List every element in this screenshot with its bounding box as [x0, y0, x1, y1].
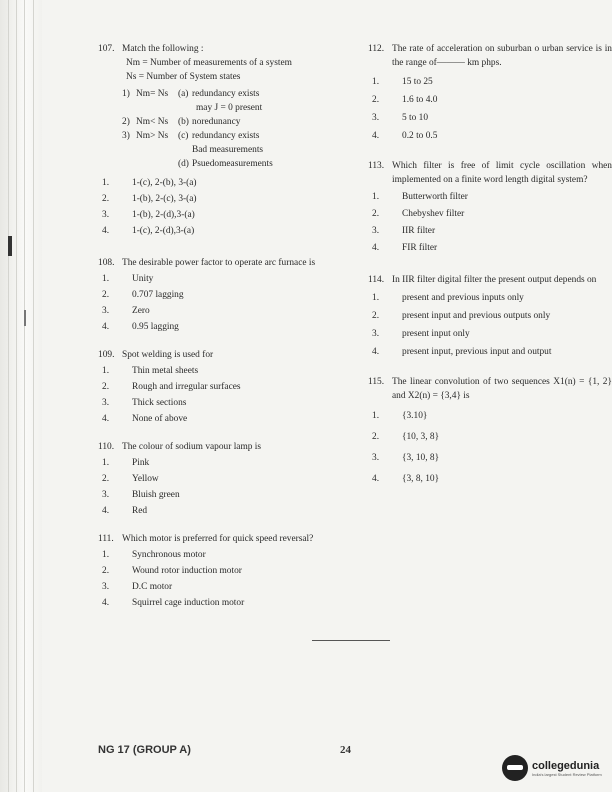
option	[368, 190, 612, 204]
match-letter	[178, 143, 192, 157]
option-text: Bluish green	[132, 490, 180, 500]
option	[98, 176, 348, 190]
question-112	[368, 42, 612, 143]
option-text: Synchronous motor	[132, 550, 206, 560]
match-letter: (a)	[178, 89, 189, 99]
option-text: Thin metal sheets	[132, 366, 199, 376]
question-text: The rate of acceleration on suburban o urban service is in the range of——— km phps.	[392, 44, 612, 68]
option-number: 2.	[102, 382, 110, 392]
option-text: Rough and irregular surfaces	[132, 382, 241, 392]
option	[98, 548, 348, 562]
option-text: FIR filter	[402, 243, 438, 253]
option-text: 15 to 25	[402, 77, 433, 87]
section-end-rule	[312, 640, 390, 641]
match-num: 2)	[122, 117, 130, 127]
option	[368, 472, 612, 486]
question-text: In IIR filter digital filter the present output depends on	[392, 275, 597, 285]
question-text: Which motor is preferred for quick speed reversal?	[122, 534, 314, 544]
option	[368, 129, 612, 143]
question-text: Which filter is free of limit cycle oscillation when implemented on a finite word length digital system?	[392, 161, 612, 185]
match-num: 1)	[122, 89, 130, 99]
option-number: 3.	[102, 398, 110, 408]
question-text: Spot welding is used for	[122, 350, 214, 360]
option	[368, 327, 612, 341]
option-text: 1.6 to 4.0	[402, 95, 438, 105]
option	[98, 304, 348, 318]
option-number: 3.	[372, 329, 380, 339]
match-row	[98, 87, 348, 101]
option-text: Chebyshev filter	[402, 209, 465, 219]
option-number: 1.	[102, 366, 110, 376]
option	[368, 224, 612, 238]
option-text: Squirrel cage induction motor	[132, 598, 245, 608]
option	[368, 111, 612, 125]
match-row	[98, 115, 348, 129]
question-114	[368, 273, 612, 359]
match-left: Nm< Ns	[136, 117, 169, 127]
option-text: 1-(b), 2-(d),3-(a)	[132, 210, 195, 220]
option	[98, 504, 348, 518]
question-text: The colour of sodium vapour lamp is	[122, 442, 262, 452]
option-number: 3.	[102, 582, 110, 592]
option	[98, 580, 348, 594]
option-text: Zero	[132, 306, 150, 316]
option-text: present and previous inputs only	[402, 293, 524, 303]
question-number: 108.	[98, 258, 115, 268]
match-right: Psuedomeasurements	[192, 159, 273, 169]
option	[98, 364, 348, 378]
option-text: {3.10}	[402, 411, 428, 421]
option-text: 1-(b), 2-(c), 3-(a)	[132, 194, 197, 204]
question-number: 110.	[98, 442, 115, 452]
option	[368, 309, 612, 323]
match-left	[136, 101, 178, 115]
question-number: 115.	[368, 377, 385, 387]
option-number: 4.	[372, 474, 380, 484]
option-number: 1.	[372, 77, 380, 87]
match-right: redundancy exists	[192, 89, 260, 99]
option-text: Yellow	[132, 474, 159, 484]
option-text: Red	[132, 506, 148, 516]
option-number: 3.	[372, 453, 380, 463]
option	[98, 224, 348, 238]
option-text: 0.95 lagging	[132, 322, 179, 332]
question-113	[368, 159, 612, 255]
option-number: 2.	[102, 474, 110, 484]
option-text: Unity	[132, 274, 154, 284]
option-number: 4.	[372, 347, 380, 357]
definition: Ns = Number of System states	[126, 72, 241, 82]
option-number: 2.	[372, 311, 380, 321]
question-text: Match the following :	[122, 44, 204, 54]
option	[98, 320, 348, 334]
option-text: Pink	[132, 458, 150, 468]
option-text: 1-(c), 2-(b), 3-(a)	[132, 178, 197, 188]
question-number: 107.	[98, 44, 115, 54]
option-text: present input, previous input and output	[402, 347, 552, 357]
option-text: IIR filter	[402, 226, 436, 236]
match-right: Bad measurements	[192, 145, 264, 155]
match-letter	[178, 101, 192, 115]
option-text: 5 to 10	[402, 113, 429, 123]
match-right: noredunancy	[192, 117, 241, 127]
definition: Nm = Number of measurements of a system	[126, 58, 292, 68]
option	[368, 345, 612, 359]
option	[98, 396, 348, 410]
page-edge-stack	[0, 0, 42, 792]
question-text: The desirable power factor to operate arc furnace is	[122, 258, 316, 268]
option-number: 4.	[102, 506, 110, 516]
option	[368, 75, 612, 89]
option-text: 0.2 to 0.5	[402, 131, 438, 141]
match-num	[122, 143, 136, 157]
option	[98, 288, 348, 302]
match-right: redundancy exists	[192, 131, 260, 141]
question-115	[368, 375, 612, 486]
option	[368, 430, 612, 444]
option-text: Butterworth filter	[402, 192, 468, 202]
option-text: {10, 3, 8}	[402, 432, 440, 442]
option-number: 3.	[102, 490, 110, 500]
watermark-logo	[502, 748, 610, 788]
option-number: 4.	[102, 414, 110, 424]
option-number: 3.	[102, 306, 110, 316]
watermark-tagline: India's largest Student Review Platform	[532, 771, 602, 777]
option	[368, 207, 612, 221]
option	[368, 241, 612, 255]
option	[98, 596, 348, 610]
option-number: 3.	[372, 226, 380, 236]
question-number: 111.	[98, 534, 114, 544]
match-left: Nm> Ns	[136, 131, 169, 141]
match-row	[98, 157, 348, 171]
collegedunia-logo-icon	[502, 755, 528, 781]
question-number: 113.	[368, 161, 385, 171]
option-text: None of above	[132, 414, 188, 424]
option-text: Wound rotor induction motor	[132, 566, 242, 576]
option-number: 4.	[372, 243, 380, 253]
option	[98, 456, 348, 470]
match-left	[136, 143, 178, 157]
option-number: 1.	[372, 192, 380, 202]
match-table	[98, 87, 348, 171]
option	[368, 409, 612, 423]
option-number: 1.	[102, 274, 110, 284]
option	[368, 451, 612, 465]
question-number: 112.	[368, 44, 385, 54]
option-text: {3, 8, 10}	[402, 474, 440, 484]
option-number: 2.	[372, 432, 380, 442]
option-number: 3.	[372, 113, 380, 123]
match-num: 3)	[122, 131, 130, 141]
binder-mark	[8, 236, 12, 256]
question-110	[98, 440, 348, 518]
option-text: 0.707 lagging	[132, 290, 184, 300]
question-107	[98, 42, 348, 238]
option	[98, 488, 348, 502]
option	[98, 208, 348, 222]
option-text: D.C motor	[132, 582, 173, 592]
option	[368, 93, 612, 107]
question-number: 114.	[368, 275, 385, 285]
option-text: {3, 10, 8}	[402, 453, 440, 463]
option-text: present input only	[402, 329, 470, 339]
option-text: 1-(c), 2-(d),3-(a)	[132, 226, 195, 236]
option-number: 1.	[372, 411, 380, 421]
match-num	[122, 101, 136, 115]
page-number: 24	[340, 744, 351, 756]
match-row	[98, 101, 348, 115]
option-number: 3.	[102, 210, 110, 220]
match-row	[98, 129, 348, 143]
option	[98, 380, 348, 394]
question-109	[98, 348, 348, 426]
match-num	[122, 157, 136, 171]
option	[368, 291, 612, 305]
binder-mark	[24, 310, 26, 326]
option	[98, 412, 348, 426]
option-text: Thick sections	[132, 398, 187, 408]
paper-code: NG 17 (GROUP A)	[98, 744, 191, 756]
option-number: 4.	[102, 598, 110, 608]
watermark-name: collegedunia	[532, 759, 600, 772]
match-letter: (d)	[178, 159, 189, 169]
option-number: 4.	[102, 322, 110, 332]
option	[98, 192, 348, 206]
option-number: 2.	[102, 290, 110, 300]
question-number: 109.	[98, 350, 115, 360]
option	[98, 564, 348, 578]
option-number: 2.	[372, 209, 380, 219]
option-number: 1.	[102, 458, 110, 468]
match-left: Nm= Ns	[136, 89, 169, 99]
option-number: 1.	[102, 550, 110, 560]
option-number: 1.	[372, 293, 380, 303]
option	[98, 472, 348, 486]
option-number: 4.	[372, 131, 380, 141]
match-letter: (c)	[178, 131, 189, 141]
option-number: 4.	[102, 226, 110, 236]
match-left	[136, 157, 178, 171]
match-right: may J = 0 present	[196, 103, 263, 113]
option-number: 2.	[102, 566, 110, 576]
match-letter: (b)	[178, 117, 189, 127]
option-number: 2.	[102, 194, 110, 204]
definitions	[98, 56, 348, 84]
question-text: The linear convolution of two sequences X1(n) = {1, 2} and X2(n) = {3,4} is	[392, 377, 612, 401]
question-108	[98, 256, 348, 334]
match-row	[98, 143, 348, 157]
option-number: 2.	[372, 95, 380, 105]
option-number: 1.	[102, 178, 110, 188]
option-text: present input and previous outputs only	[402, 311, 551, 321]
question-111	[98, 532, 348, 610]
left-column	[98, 42, 348, 620]
right-column	[368, 42, 612, 496]
option	[98, 272, 348, 286]
